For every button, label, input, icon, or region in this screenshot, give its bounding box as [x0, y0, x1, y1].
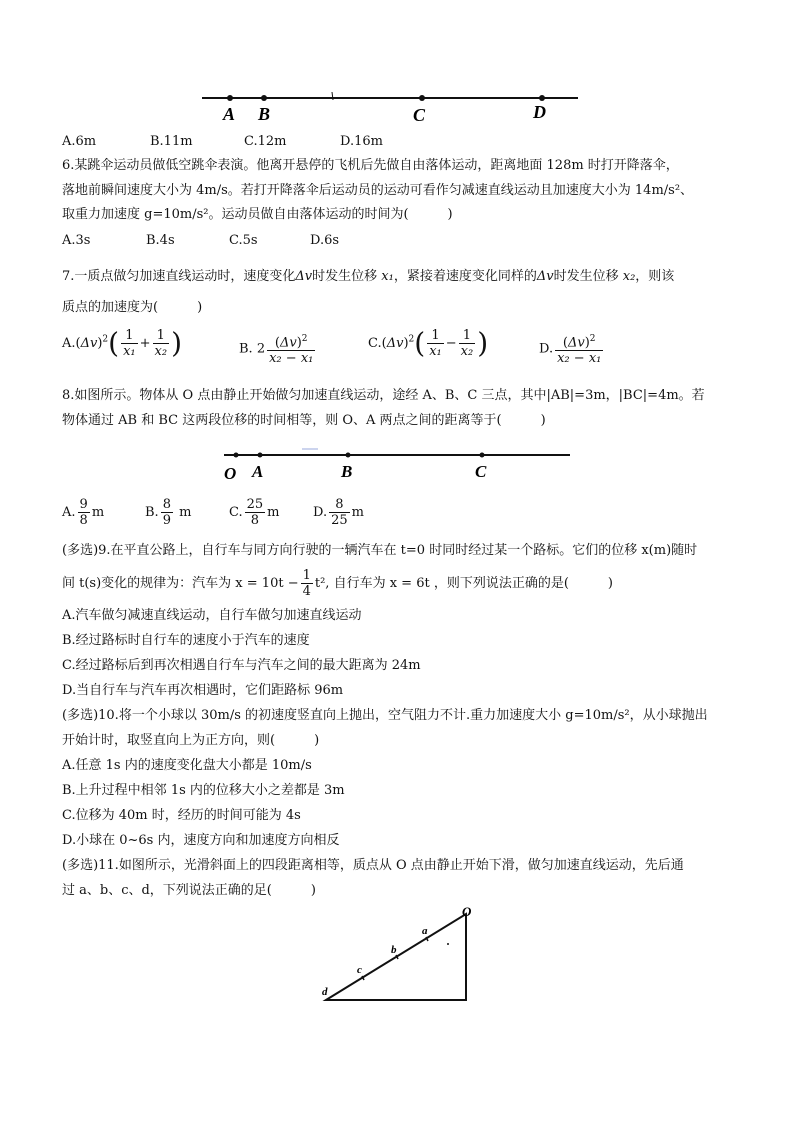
q7-opt-b-den: x₂ − x₁	[269, 351, 314, 367]
q8-opt-d-den: 25	[331, 513, 348, 528]
q7-opt-a-paren: $(\Delta v)^2$	[75, 334, 109, 351]
q9-frac	[301, 568, 313, 599]
q8-option-b[interactable]	[145, 497, 191, 528]
figure1-point-b	[261, 95, 267, 101]
figure-line-oabc	[222, 445, 574, 485]
q7-opt-b-den-x2: x₂	[269, 351, 282, 367]
q7-opt-c-dv: Δv	[386, 336, 404, 351]
q7-text-3: ，紧接着速度变化同样的	[393, 269, 537, 284]
figure2-label-a: A	[252, 462, 264, 481]
q7-opt-a-dv: Δv	[80, 336, 98, 351]
q7-opt-a-label: A.	[62, 336, 76, 351]
q8-opt-d-prefix: D.	[313, 505, 328, 520]
q8-opt-a-num: 9	[79, 497, 88, 512]
q8-opt-b-unit: m	[179, 505, 192, 520]
q8-opt-b-den: 9	[162, 513, 171, 528]
q7-opt-c-rparen: )	[477, 326, 489, 360]
figure2-label-o: O	[224, 464, 237, 483]
q7-opt-c-frac2: $\frac{1}{\text{x₂}}$	[460, 328, 474, 359]
q7-opt-b-den-x1: x₁	[300, 351, 314, 367]
q9-option-a[interactable]: A.汽车做匀减速直线运动，自行车做匀加速直线运动	[62, 608, 362, 623]
q9-frac-den: 4	[302, 584, 311, 599]
q6-line-2: 落地前瞬间速度大小为 4m/s。若打开降落伞后运动员的运动可看作匀减速直线运动且加速度大小为 14m/s²、	[62, 183, 694, 198]
q7-opt-a-frac2-den: x₂	[154, 344, 168, 359]
figure1-point-c	[419, 95, 425, 101]
q8-opt-b-frac	[161, 497, 173, 528]
q11-line-2: 过 a、b、c、d，下列说法正确的足( )	[62, 883, 316, 898]
q10-option-c[interactable]: C.位移为 40m 时，经历的时间可能为 4s	[62, 808, 301, 823]
q7-opt-b-dv: Δv	[279, 335, 297, 351]
q6-option-c[interactable]: C.5s	[229, 233, 258, 248]
q7-opt-a-frac2: $\frac{1}{\text{x₂}}$	[154, 328, 168, 359]
q7-option-a[interactable]: $A.(\Delta v)^2$( $\frac{1}{\text{x₁}}$ + $\frac{1}{\text{x₂}}$ )	[62, 326, 183, 360]
q8-opt-c-num: 25	[246, 497, 264, 512]
figure2-point-b	[346, 453, 351, 458]
figure-incline	[318, 902, 478, 1008]
q8-opt-d-unit: m	[351, 505, 364, 520]
q10-option-b[interactable]: B.上升过程中相邻 1s 内的位移大小之差都是 3m	[62, 783, 345, 798]
q6-option-d[interactable]: D.6s	[310, 233, 340, 248]
q5-option-c[interactable]: C.12m	[244, 134, 287, 149]
figure2-point-a	[258, 453, 263, 458]
q7-opt-a-lparen: (	[108, 326, 120, 360]
q9-line-2b: t², 自行车为 x = 6t ，则下列说法正确的是( )	[314, 576, 613, 591]
q7-opt-c-paren: $(\Delta v)^2$	[381, 334, 415, 351]
incline-label-b: b	[391, 944, 397, 956]
q8-line-1: 8.如图所示。物体从 O 点由静止开始做匀加速直线运动，途经 A、B、C 三点，其中|AB|=3m，|BC|=4m。若	[62, 388, 705, 403]
q8-opt-d-num: 8	[329, 497, 350, 513]
q6-line-1: 6.某跳伞运动员做低空跳伞表演。他离开悬停的飞机后先做自由落体运动，距离地面 128m 时打开降落伞，	[62, 158, 679, 173]
figure2-point-c	[480, 453, 485, 458]
q6-line-3: 取重力加速度 g=10m/s²。运动员做自由落体运动的时间为( )	[62, 207, 453, 222]
q5-option-d[interactable]: D.16m	[340, 134, 383, 149]
q8-opt-c-unit: m	[267, 505, 280, 520]
q7-opt-b-label: B. 2	[239, 341, 266, 357]
q10-line-1: (多选)10.将一个小球以 30m/s 的初速度竖直向上抛出，空气阻力不计.重力加速度大小 g=10m/s²，从小球抛出	[62, 708, 708, 723]
q8-opt-c-frac	[245, 497, 266, 528]
incline-label-d: d	[322, 986, 328, 998]
q8-option-c[interactable]	[229, 497, 280, 528]
q7-opt-d-frac	[555, 332, 603, 366]
q7-opt-a-frac1-den: x₁	[123, 344, 136, 359]
q10-option-d[interactable]: D.小球在 0~6s 内，速度方向和加速度方向相反	[62, 833, 340, 848]
q9-frac-num: 1	[302, 568, 311, 583]
q7-x2: x₂	[622, 269, 636, 284]
q9-line-2a: 间 t(s)变化的规律为：汽车为 x = 10t −	[62, 576, 299, 591]
incline-dot	[447, 943, 449, 945]
q8-opt-a-frac	[78, 497, 90, 528]
q7-opt-d-num: $(\Delta v)^2$	[555, 332, 603, 351]
figure2-point-o	[234, 453, 239, 458]
q9-line-1: (多选)9.在平直公路上，自行车与同方向行驶的一辆汽车在 t=0 时同时经过某一个路标。它们的位移 x(m)随时	[62, 543, 698, 558]
q7-opt-d-den: x₂ − x₁	[557, 351, 602, 367]
q7-x1: x₁	[381, 269, 394, 284]
q7-opt-d-label: D.	[539, 341, 554, 357]
figure1-label-d: D	[533, 102, 546, 122]
q10-line-2: 开始计时，取竖直向上为正方向，则( )	[62, 733, 320, 748]
q7-opt-c-lparen: (	[414, 326, 426, 360]
incline-label-a: a	[422, 925, 428, 937]
q6-option-a[interactable]: A.3s	[62, 233, 91, 248]
q7-line-1	[62, 268, 674, 286]
q7-opt-c-label: C.	[368, 336, 382, 351]
figure2-label-c: C	[475, 462, 487, 481]
q8-opt-d-frac	[329, 497, 350, 528]
figure1-label-b: B	[258, 104, 271, 124]
q11-line-1: (多选)11.如图所示，光滑斜面上的四段距离相等，质点从 O 点由静止开始下滑，做匀加速直线运动，先后通	[62, 858, 684, 873]
q9-option-c[interactable]: C.经过路标后到再次相遇自行车与汽车之间的最大距离为 24m	[62, 658, 421, 673]
q7-text-5: ，则该	[635, 269, 675, 284]
figure1-point-a	[227, 95, 233, 101]
incline-label-c: c	[357, 964, 362, 976]
q7-opt-d-den-x2: x₂	[557, 351, 570, 367]
q9-line-2	[62, 568, 613, 599]
q5-option-b[interactable]: B.11m	[150, 134, 193, 149]
q7-opt-a-frac1: $\frac{1}{\text{x₁}}$	[123, 328, 136, 359]
q7-opt-c-frac1: $\frac{1}{\text{x₁}}$	[429, 328, 442, 359]
figure1-label-a: A	[223, 104, 236, 124]
q7-opt-c-frac1-den: x₁	[429, 344, 442, 359]
figure-line-abcd	[200, 88, 580, 128]
figure2-label-b: B	[341, 462, 353, 481]
q7-option-c[interactable]: $C.(\Delta v)^2$( $\frac{1}{\text{x₁}}$ − $\frac{1}{\text{x₂}}$ )	[368, 326, 489, 360]
q8-opt-a-unit: m	[91, 505, 105, 520]
q7-text-2: 时发生位移	[312, 269, 378, 284]
q8-opt-c-prefix: C.	[229, 505, 243, 520]
q7-text-4: 时发生位移	[553, 269, 619, 284]
q5-option-a[interactable]: A.6m	[62, 134, 97, 149]
q7-option-b[interactable]	[239, 332, 317, 366]
q8-opt-a-prefix: A.	[62, 505, 76, 520]
q7-opt-b-num: $(\Delta v)^2$	[267, 332, 315, 351]
q8-opt-b-num: 8	[162, 497, 171, 512]
q7-text-1: 7.一质点做匀加速直线运动时，速度变化	[62, 269, 296, 284]
q7-line-2: 质点的加速度为( )	[62, 300, 203, 315]
q7-opt-d-den-x1: x₁	[588, 351, 602, 367]
q7-opt-d-dv: Δv	[567, 335, 585, 351]
q7-opt-b-frac	[267, 332, 315, 366]
q8-option-d[interactable]	[313, 497, 364, 528]
q8-line-2: 物体通过 AB 和 BC 这两段位移的时间相等，则 O、A 两点之间的距离等于( )	[62, 413, 546, 428]
q7-opt-c-frac2-den: x₂	[460, 344, 474, 359]
q8-option-a[interactable]	[62, 497, 104, 528]
q9-option-b[interactable]: B.经过路标时自行车的速度小于汽车的速度	[62, 633, 310, 648]
q7-dv-2: Δv	[536, 269, 554, 284]
q8-opt-c-den: 8	[250, 513, 260, 528]
figure1-label-c: C	[413, 105, 426, 125]
q7-opt-a-rparen: )	[171, 326, 183, 360]
incline-triangle	[326, 914, 466, 1000]
incline-label-o: O	[462, 904, 472, 919]
q10-option-a[interactable]: A.任意 1s 内的速度变化盘大小都是 10m/s	[62, 758, 312, 773]
q7-option-d[interactable]	[539, 332, 605, 366]
q8-opt-b-prefix: B.	[145, 505, 159, 520]
figure1-point-d	[539, 95, 545, 101]
q9-option-d[interactable]: D.当自行车与汽车再次相遇时，它们距路标 96m	[62, 683, 344, 698]
q7-dv: Δv	[295, 269, 313, 284]
q8-opt-a-den: 8	[79, 513, 88, 528]
q6-option-b[interactable]: B.4s	[146, 233, 175, 248]
